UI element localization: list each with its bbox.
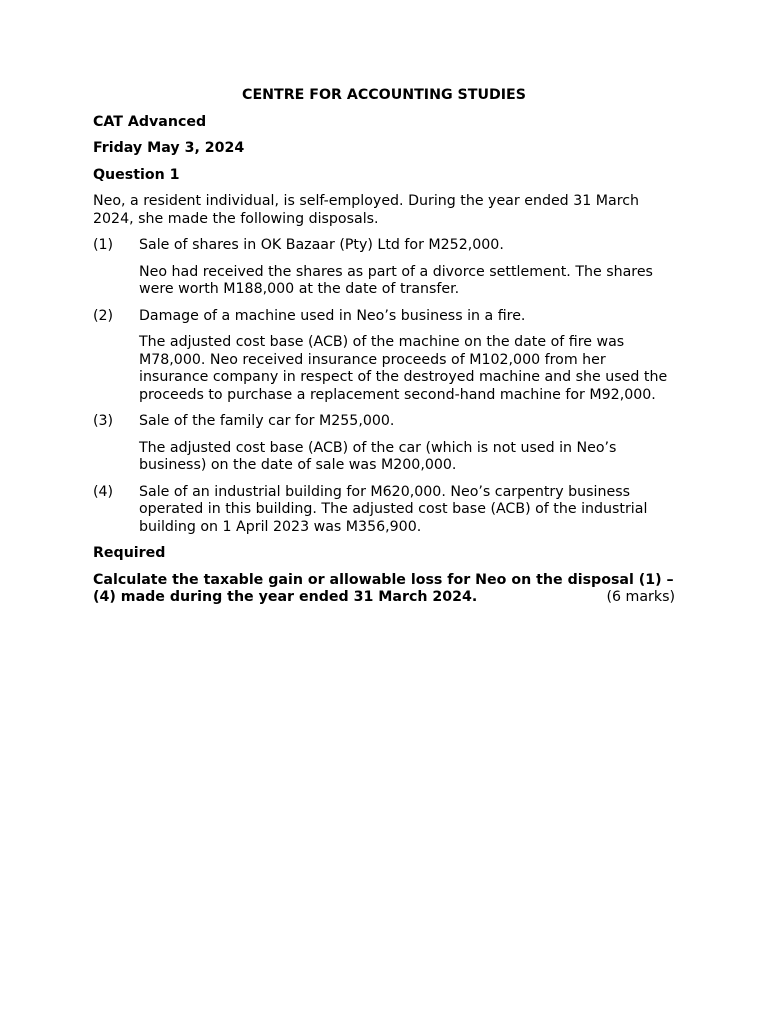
intro-paragraph: Neo, a resident individual, is self-employed. During the year ended 31 March 2024, she made the following disposals.	[93, 193, 640, 227]
required-instruction	[93, 572, 675, 607]
list-item-3	[93, 413, 675, 431]
list-item-4	[93, 484, 675, 537]
item-number: (4)	[93, 483, 114, 500]
required-heading: Required	[93, 545, 166, 561]
item-text: Sale of an industrial building for M620,000. Neo’s carpentry business operated in this building. The adjusted cost base (ACB) of the industrial building on 1 April 2023 was M356,900.	[139, 483, 648, 535]
item-number: (1)	[93, 237, 114, 253]
item-number: (3)	[93, 413, 114, 429]
item-text: Sale of the family car for M255,000.	[139, 413, 395, 429]
item-detail: The adjusted cost base (ACB) of the car (which is not used in Neo’s business) on the date of sale was M200,000.	[139, 439, 617, 473]
item-text: Damage of a machine used in Neo’s business in a fire.	[139, 307, 526, 324]
exam-date: Friday May 3, 2024	[93, 140, 245, 156]
item-detail: The adjusted cost base (ACB) of the machine on the date of fire was M78,000. Neo received insurance proceeds of M102,000 from her insurance company in respect of the destroyed machine and she used the proceeds to purchase a replacement second-hand machine for M92,000.	[139, 334, 668, 403]
document-title: CENTRE FOR ACCOUNTING STUDIES	[242, 87, 526, 103]
item-number: (2)	[93, 307, 114, 324]
question-document	[93, 87, 675, 607]
required-line-2: (4) made during the year ended 31 March 2024.	[93, 589, 478, 605]
required-line-2-row	[93, 589, 675, 607]
required-line-1: Calculate the taxable gain or allowable loss for Neo on the disposal (1) –	[93, 571, 674, 588]
item-detail: Neo had received the shares as part of a divorce settlement. The shares were worth M188,000 at the date of transfer.	[139, 263, 653, 297]
item-text: Sale of shares in OK Bazaar (Pty) Ltd for M252,000.	[139, 237, 504, 253]
list-item-2	[93, 308, 675, 326]
question-heading: Question 1	[93, 166, 180, 183]
course-name: CAT Advanced	[93, 113, 207, 130]
marks-label: (6 marks)	[606, 589, 675, 605]
list-item-1	[93, 237, 675, 255]
